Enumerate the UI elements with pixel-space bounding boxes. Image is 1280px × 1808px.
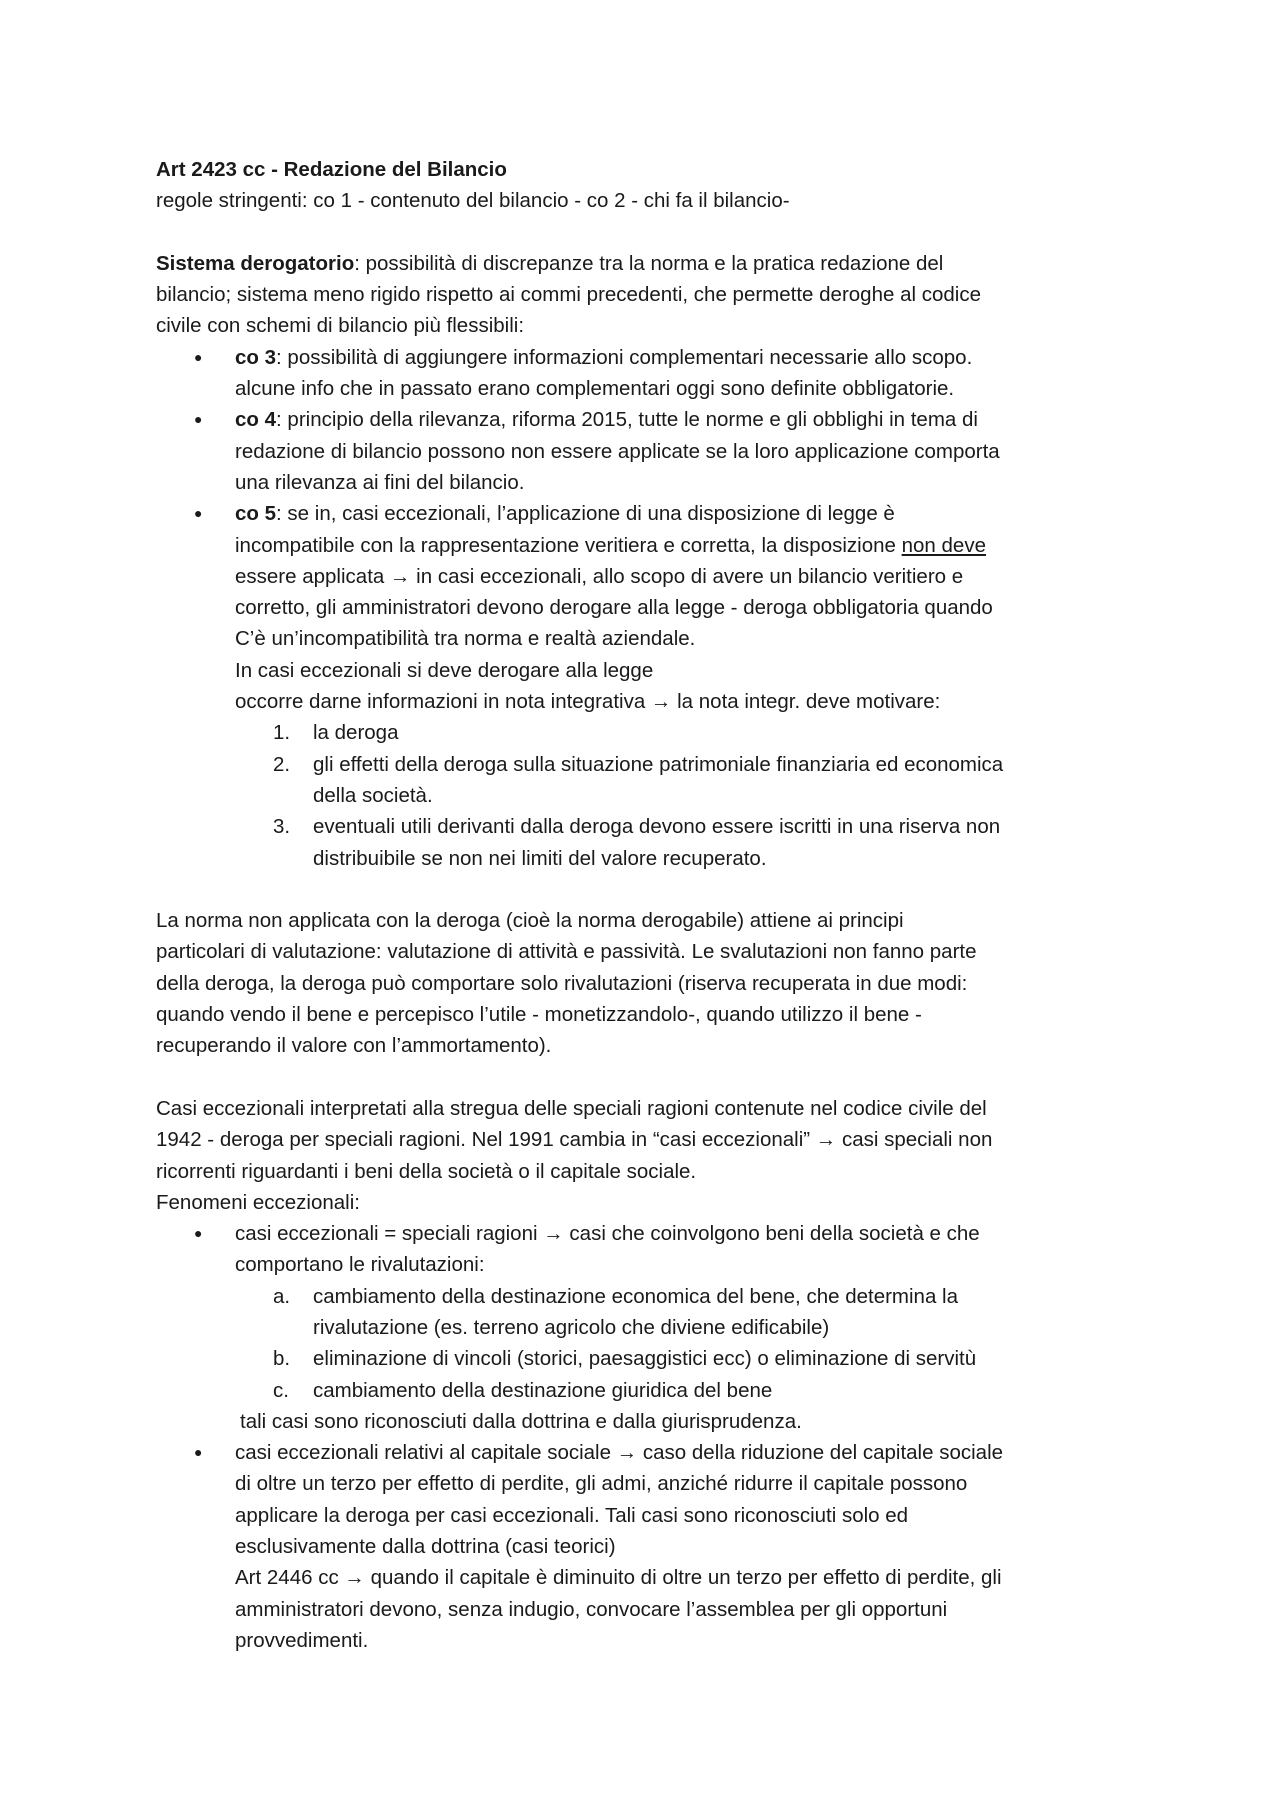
paragraph-line: quando vendo il bene e percepisco l’utile - monetizzandolo-, quando utilizzo il bene - xyxy=(156,1003,922,1027)
paragraph-line: Casi eccezionali interpretati alla stregua delle speciali ragioni contenute nel codice civile del xyxy=(156,1096,987,1120)
item-text: rivalutazione (es. terreno agricolo che diviene edificabile) xyxy=(313,1315,830,1339)
bullet-text: : principio della rilevanza, riforma 2015, tutte le norme e gli obblighi in tema di xyxy=(276,408,978,432)
bullet-text: incompatibile con la rappresentazione veritiera e corretta, la disposizione xyxy=(235,533,902,557)
numbered-item xyxy=(156,811,1170,874)
paragraph-line: Fenomeni eccezionali: xyxy=(156,1190,360,1214)
item-number: 2. xyxy=(273,752,291,776)
commi-list xyxy=(156,342,1170,718)
bullet-text: In casi eccezionali si deve derogare alla legge xyxy=(235,658,654,682)
paragraph-line: particolari di valutazione: valutazione di attività e passività. Le svalutazioni non fanno parte xyxy=(156,940,977,964)
lettered-list xyxy=(156,1281,1170,1406)
derog-term: Sistema derogatorio xyxy=(156,251,355,275)
derog-line: bilancio; sistema meno rigido rispetto ai commi precedenti, che permette deroghe al codice xyxy=(156,283,981,307)
bullet-text: casi eccezionali = speciali ragioni → casi che coinvolgono beni della società e che xyxy=(235,1222,980,1246)
item-text: eliminazione di vincoli (storici, paesaggistici ecc) o eliminazione di servitù xyxy=(313,1347,977,1371)
bullet-text: applicare la deroga per casi eccezionali. Tali casi sono riconosciuti solo ed xyxy=(235,1503,909,1527)
derog-line: civile con schemi di bilancio più flessibili: xyxy=(156,314,525,338)
bullet-text: : possibilità di aggiungere informazioni complementari necessarie allo scopo. xyxy=(276,345,973,369)
paragraph-line: ricorrenti riguardanti i beni della società o il capitale sociale. xyxy=(156,1159,697,1183)
page-title: Art 2423 cc - Redazione del Bilancio xyxy=(156,158,507,181)
fenomeni-list xyxy=(156,1437,1170,1656)
lettered-item xyxy=(156,1343,1170,1374)
bullet-icon: ● xyxy=(194,348,203,365)
item-text: cambiamento della destinazione economica del bene, che determina la xyxy=(313,1284,959,1308)
bullet-text: corretto, gli amministratori devono derogare alla legge - deroga obbligatoria quando xyxy=(235,596,993,620)
item-text: gli effetti della deroga sulla situazione patrimoniale finanziaria ed economica xyxy=(313,752,1004,776)
bullet-label: co 5 xyxy=(235,502,277,526)
bullet-text: redazione di bilancio possono non essere applicate se la loro applicazione comporta xyxy=(235,439,1000,463)
item-letter: c. xyxy=(273,1378,289,1402)
paragraph-line: La norma non applicata con la deroga (cioè la norma derogabile) attiene ai principi xyxy=(156,909,904,933)
item-number: 3. xyxy=(273,815,291,839)
paragraph xyxy=(156,1093,1170,1218)
spacer xyxy=(156,217,1170,248)
fenomeni-list xyxy=(156,1218,1170,1281)
list-item xyxy=(156,404,1170,498)
bullet-label: co 4 xyxy=(235,408,277,432)
bullet-icon: ● xyxy=(194,505,203,522)
item-text: eventuali utili derivanti dalla deroga devono essere iscritti in una riserva non xyxy=(313,815,1001,839)
bullet-text: alcune info che in passato erano complementari oggi sono definite obbligatorie. xyxy=(235,377,955,401)
bullet-text: esclusivamente dalla dottrina (casi teorici) xyxy=(235,1535,616,1559)
bullet-label: co 3 xyxy=(235,345,277,369)
spacer xyxy=(156,874,1170,905)
bullet-text: casi eccezionali relativi al capitale sociale → caso della riduzione del capitale sociale xyxy=(235,1441,1004,1465)
underlined-text: non deve xyxy=(901,533,986,557)
item-number: 1. xyxy=(273,721,291,745)
item-letter: b. xyxy=(273,1347,291,1371)
bullet-text: comportano le rivalutazioni: xyxy=(235,1253,485,1277)
paragraph-line: recuperando il valore con l’ammortamento). xyxy=(156,1034,552,1058)
numbered-list xyxy=(156,717,1170,873)
paragraph xyxy=(156,905,1170,1061)
item-text: della società. xyxy=(313,783,433,807)
bullet-icon: ● xyxy=(194,411,203,428)
bullet-text: provvedimenti. xyxy=(235,1628,369,1652)
numbered-item xyxy=(156,749,1170,812)
bullet-text: amministratori devono, senza indugio, convocare l’assemblea per gli opportuni xyxy=(235,1597,948,1621)
item-text: distribuibile se non nei limiti del valore recuperato. xyxy=(313,846,767,870)
bullet-icon: ● xyxy=(194,1444,203,1461)
item-text: cambiamento della destinazione giuridica del bene xyxy=(313,1378,773,1402)
bullet-text: C’è un’incompatibilità tra norma e realtà aziendale. xyxy=(235,627,696,651)
item-letter: a. xyxy=(273,1284,291,1308)
bullet-icon: ● xyxy=(194,1225,203,1242)
bullet-text: essere applicata → in casi eccezionali, allo scopo di avere un bilancio veritiero e xyxy=(235,564,964,588)
list-item xyxy=(156,498,1170,717)
bullet-text: occorre darne informazioni in nota integrativa → la nota integr. deve motivare: xyxy=(235,690,941,714)
lettered-item xyxy=(156,1375,1170,1406)
derog-line: : possibilità di discrepanze tra la norma e la pratica redazione del xyxy=(354,251,944,275)
paragraph-line: 1942 - deroga per speciali ragioni. Nel 1991 cambia in “casi eccezionali” → casi speciali non xyxy=(156,1128,993,1152)
derog-paragraph xyxy=(156,248,1170,342)
intro-line: regole stringenti: co 1 - contenuto del bilancio - co 2 - chi fa il bilancio- xyxy=(156,189,790,213)
bullet-text: una rilevanza ai fini del bilancio. xyxy=(235,470,525,494)
bullet-text: : se in, casi eccezionali, l’applicazione di una disposizione di legge è xyxy=(276,502,895,526)
list-item xyxy=(156,342,1170,405)
spacer xyxy=(156,1062,1170,1093)
list-item xyxy=(156,1218,1170,1281)
lettered-item xyxy=(156,1281,1170,1344)
list-item xyxy=(156,1437,1170,1656)
paragraph-line: della deroga, la deroga può comportare solo rivalutazioni (riserva recuperata in due modi: xyxy=(156,971,968,995)
note-line: tali casi sono riconosciuti dalla dottrina e dalla giurisprudenza. xyxy=(240,1409,802,1433)
item-text: la deroga xyxy=(313,721,399,745)
bullet-text: Art 2446 cc → quando il capitale è diminuito di oltre un terzo per effetto di perdite, gli xyxy=(235,1566,1002,1590)
bullet-text: di oltre un terzo per effetto di perdite, gli admi, anziché ridurre il capitale possono xyxy=(235,1472,968,1496)
numbered-item xyxy=(156,717,1170,748)
